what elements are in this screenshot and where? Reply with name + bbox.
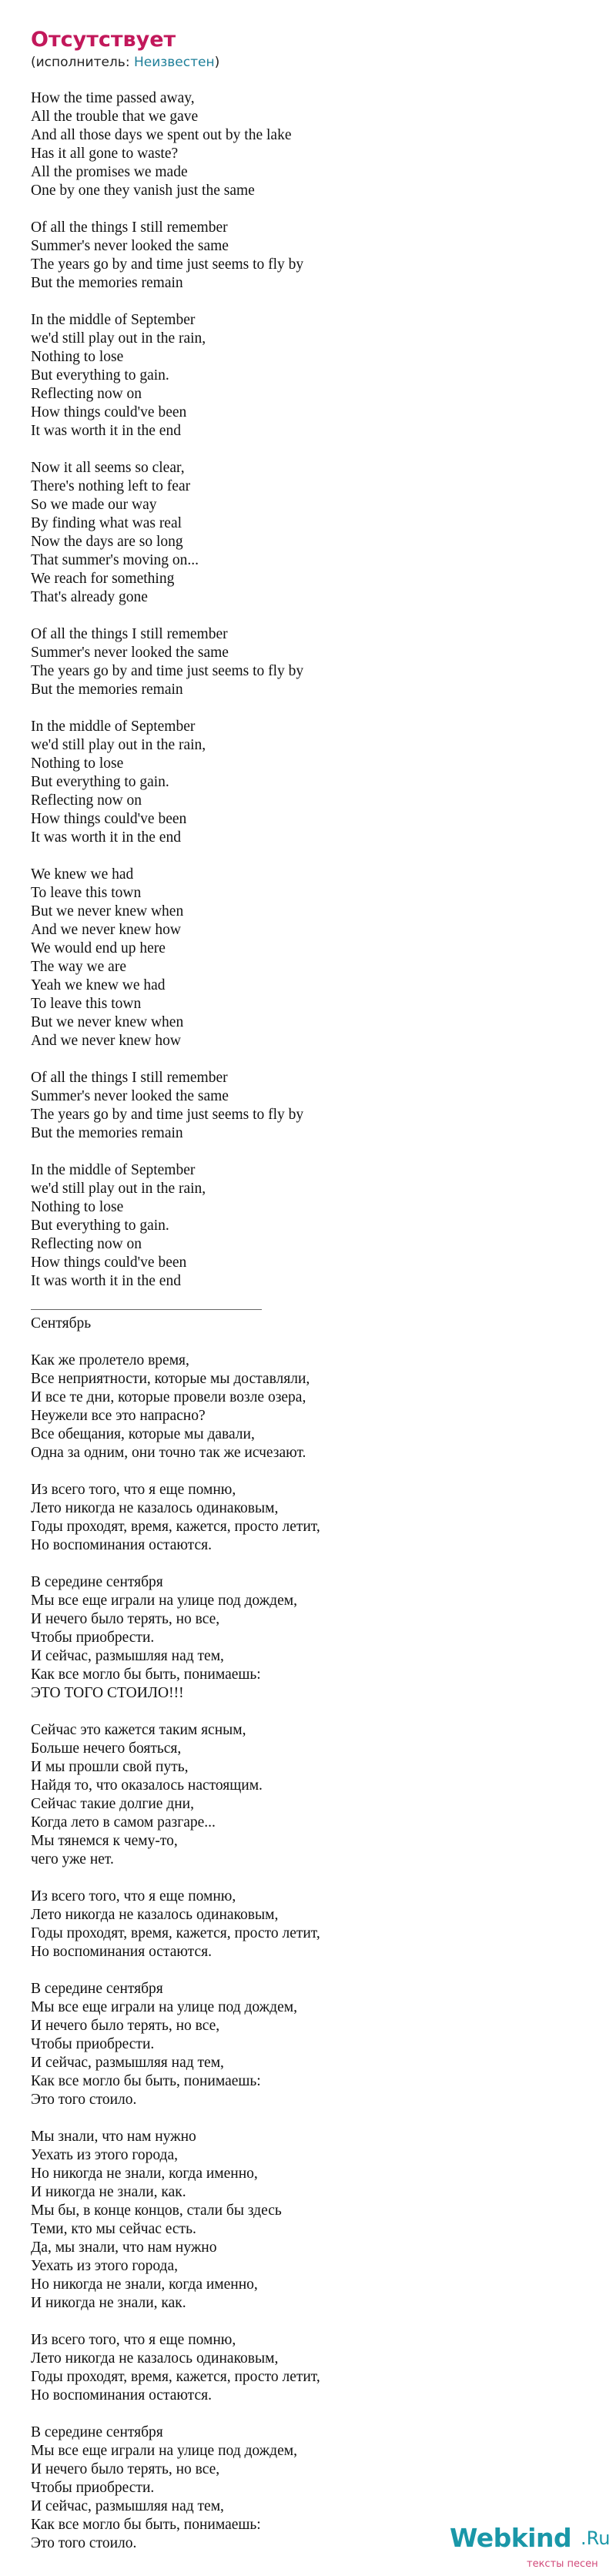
lyric-line: Найдя то, что оказалось настоящим. — [31, 1777, 263, 1794]
logo-brand: Webkind — [450, 2523, 572, 2553]
lyric-line: Чтобы приобрести. — [31, 2036, 155, 2052]
lyric-line: Но воспоминания остаются. — [31, 2387, 212, 2403]
lyric-line: we'd still play out in the rain, — [31, 737, 206, 753]
stanza — [31, 1980, 601, 2109]
lyric-line: Годы проходят, время, кажется, просто летит, — [31, 2369, 320, 2385]
lyric-line: Yeah we knew we had — [31, 977, 166, 993]
logo-tagline: тексты песен — [527, 2558, 598, 2570]
lyric-line: The years go by and time just seems to fly by — [31, 663, 304, 679]
lyric-line: Reflecting now on — [31, 1236, 142, 1252]
lyric-line: Nothing to lose — [31, 755, 124, 772]
lyric-line: Сейчас такие долгие дни, — [31, 1796, 194, 1812]
lyric-line: И сейчас, размышляя над тем, — [31, 1648, 224, 1664]
stanza — [31, 718, 601, 847]
lyric-line: But we never knew when — [31, 903, 184, 920]
lyric-line: The years go by and time just seems to fly by — [31, 1107, 304, 1123]
lyric-line: И мы прошли свой путь, — [31, 1759, 189, 1775]
lyric-line: So we made our way — [31, 497, 157, 513]
lyric-line: Мы все еще играли на улице под дождем, — [31, 2443, 297, 2459]
lyric-line: Уехать из этого города, — [31, 2147, 178, 2163]
lyric-line: Of all the things I still remember — [31, 219, 228, 236]
stanza — [31, 1069, 601, 1143]
lyric-line: That summer's moving on... — [31, 552, 199, 568]
lyric-line: Summer's never looked the same — [31, 1088, 229, 1104]
lyric-line: Из всего того, что я еще помню, — [31, 1482, 236, 1498]
lyric-line: И никогда не знали, как. — [31, 2184, 186, 2200]
lyric-line: Годы проходят, время, кажется, просто летит, — [31, 1519, 320, 1535]
lyric-line: It was worth it in the end — [31, 423, 181, 439]
lyric-line: Лето никогда не казалось одинаковым, — [31, 1907, 279, 1923]
lyric-line: We would end up here — [31, 940, 166, 956]
lyric-line: Из всего того, что я еще помню, — [31, 2332, 236, 2348]
lyric-line: One by one they vanish just the same — [31, 183, 255, 199]
translation-heading: Сентябрь — [31, 1315, 92, 1332]
stanza — [31, 1352, 601, 1462]
lyric-line: Мы бы, в конце концов, стали бы здесь — [31, 2202, 282, 2219]
lyric-line: Годы проходят, время, кажется, просто летит, — [31, 1925, 320, 1941]
lyric-line: By finding what was real — [31, 515, 182, 531]
lyric-line: Да, мы знали, что нам нужно — [31, 2239, 217, 2256]
lyric-line: Nothing to lose — [31, 1199, 124, 1215]
lyric-line: Now it all seems so clear, — [31, 460, 185, 476]
lyric-line: The years go by and time just seems to fly by — [31, 256, 304, 273]
stanza — [31, 1573, 601, 1703]
lyric-line: Все обещания, которые мы давали, — [31, 1426, 255, 1442]
lyric-line: That's already gone — [31, 589, 148, 605]
lyric-line: Of all the things I still remember — [31, 626, 228, 642]
lyric-line: How things could've been — [31, 811, 187, 827]
lyric-line: And we never knew how — [31, 922, 181, 938]
lyric-line: Это того стоило. — [31, 2535, 137, 2551]
lyric-line: But the memories remain — [31, 682, 183, 698]
lyric-line: И никогда не знали, как. — [31, 2295, 186, 2311]
lyric-line: we'd still play out in the rain, — [31, 330, 206, 347]
lyric-line: Чтобы приобрести. — [31, 1630, 155, 1646]
stanza — [31, 1161, 601, 1291]
lyric-line: Лето никогда не казалось одинаковым, — [31, 2350, 279, 2367]
lyric-line: Мы знали, что нам нужно — [31, 2129, 196, 2145]
lyric-line: We reach for something — [31, 571, 175, 587]
lyric-line: It was worth it in the end — [31, 829, 181, 846]
lyric-line: Как же пролетело время, — [31, 1352, 189, 1368]
lyric-line: Из всего того, что я еще помню, — [31, 1888, 236, 1904]
lyric-line: И нечего было терять, но все, — [31, 2461, 220, 2477]
stanza — [31, 89, 601, 200]
stanza — [31, 219, 601, 293]
lyric-line: И все те дни, которые провели возле озера, — [31, 1389, 306, 1405]
lyric-line: Но воспоминания остаются. — [31, 1537, 212, 1553]
artist-prefix: (исполнитель: — [31, 55, 134, 70]
lyric-line: Of all the things I still remember — [31, 1070, 228, 1086]
lyric-line: To leave this town — [31, 996, 142, 1012]
lyric-line: It was worth it in the end — [31, 1273, 181, 1289]
lyrics-body — [31, 89, 601, 2553]
lyric-line: И сейчас, размышляя над тем, — [31, 2055, 224, 2071]
stanza — [31, 1721, 601, 1869]
lyric-line: But everything to gain. — [31, 1218, 169, 1234]
artist-suffix: ) — [214, 55, 220, 70]
lyric-line: Но никогда не знали, когда именно, — [31, 2276, 258, 2293]
stanza — [31, 1481, 601, 1555]
lyric-line: But we never knew when — [31, 1014, 184, 1030]
lyric-line: Has it all gone to waste? — [31, 146, 179, 162]
lyric-line: Как все могло бы быть, понимаешь: — [31, 2517, 261, 2533]
lyric-line: All the trouble that we gave — [31, 109, 199, 125]
lyric-line: И сейчас, размышляя над тем, — [31, 2498, 224, 2514]
stanza — [31, 2128, 601, 2313]
lyric-line: Неужели все это напрасно? — [31, 1408, 206, 1424]
lyric-line: In the middle of September — [31, 719, 196, 735]
lyric-line: In the middle of September — [31, 1162, 196, 1178]
lyric-line: But the memories remain — [31, 275, 183, 291]
lyric-line: Reflecting now on — [31, 792, 142, 809]
lyric-line: Reflecting now on — [31, 386, 142, 402]
lyric-line: Больше нечего бояться, — [31, 1740, 182, 1757]
lyric-line: Это того стоило. — [31, 2092, 137, 2108]
lyric-line: But everything to gain. — [31, 774, 169, 790]
lyrics-page — [31, 28, 601, 2571]
site-logo[interactable] — [450, 2523, 616, 2574]
lyric-line: Теми, кто мы сейчас есть. — [31, 2221, 196, 2237]
stanza — [31, 311, 601, 440]
lyric-line: Но никогда не знали, когда именно, — [31, 2166, 258, 2182]
stanza — [31, 2331, 601, 2405]
lyric-line: Чтобы приобрести. — [31, 2480, 155, 2496]
lyric-line: В середине сентября — [31, 1981, 163, 1997]
lyric-line: Все неприятности, которые мы доставляли, — [31, 1371, 310, 1387]
lyric-line: Мы тянемся к чему-то, — [31, 1833, 178, 1849]
lyric-line: ЭТО ТОГО СТОИЛО!!! — [31, 1685, 184, 1701]
lyric-line: Но воспоминания остаются. — [31, 1944, 212, 1960]
lyric-line: But the memories remain — [31, 1125, 183, 1141]
lyric-line: Когда лето в самом разгаре... — [31, 1814, 216, 1831]
lyric-line: All the promises we made — [31, 164, 188, 180]
lyric-line: we'd still play out in the rain, — [31, 1181, 206, 1197]
lyric-line: Как все могло бы быть, понимаешь: — [31, 1667, 261, 1683]
lyric-line: Summer's never looked the same — [31, 238, 229, 254]
lyric-line: Лето никогда не казалось одинаковым, — [31, 1500, 279, 1516]
lyric-line: Summer's never looked the same — [31, 645, 229, 661]
lyrics-original — [31, 89, 601, 1291]
lyric-line: чего уже нет. — [31, 1851, 114, 1868]
lyrics-translation — [31, 1352, 601, 2553]
artist-line — [31, 54, 601, 71]
lyric-line: Сейчас это кажется таким ясным, — [31, 1722, 246, 1738]
stanza — [31, 866, 601, 1050]
lyric-line: Одна за одним, они точно так же исчезают. — [31, 1445, 306, 1461]
lyric-line: Как все могло бы быть, понимаешь: — [31, 2073, 261, 2089]
lyric-line: В середине сентября — [31, 2424, 163, 2440]
lyric-line: But everything to gain. — [31, 367, 169, 384]
lyric-line: Мы все еще играли на улице под дождем, — [31, 1593, 297, 1609]
lyric-line: Nothing to lose — [31, 349, 124, 365]
stanza — [31, 625, 601, 699]
lyric-line: И нечего было терять, но все, — [31, 2018, 220, 2034]
artist-link[interactable]: Неизвестен — [133, 55, 215, 70]
lyric-line: И нечего было терять, но все, — [31, 1611, 220, 1627]
lyric-line: We knew we had — [31, 866, 134, 883]
lyric-line: В середине сентября — [31, 1574, 163, 1590]
lyric-line: There's nothing left to fear — [31, 478, 191, 494]
stanza — [31, 1888, 601, 1961]
lyric-line: And all those days we spent out by the lake — [31, 127, 292, 143]
lyric-line: Уехать из этого города, — [31, 2258, 178, 2274]
translation-divider — [31, 1309, 262, 1310]
stanza — [31, 459, 601, 607]
lyric-line: How the time passed away, — [31, 90, 195, 106]
lyric-line: To leave this town — [31, 885, 142, 901]
lyric-line: How things could've been — [31, 1255, 187, 1271]
lyric-line: And we never knew how — [31, 1033, 181, 1049]
lyric-line: Now the days are so long — [31, 534, 183, 550]
lyric-line: In the middle of September — [31, 312, 196, 328]
song-title: Отсутствует — [31, 28, 176, 52]
lyric-line: Мы все еще играли на улице под дождем, — [31, 1999, 297, 2015]
logo-domain: .Ru — [581, 2527, 611, 2549]
lyric-line: The way we are — [31, 959, 126, 975]
lyric-line: How things could've been — [31, 404, 187, 420]
